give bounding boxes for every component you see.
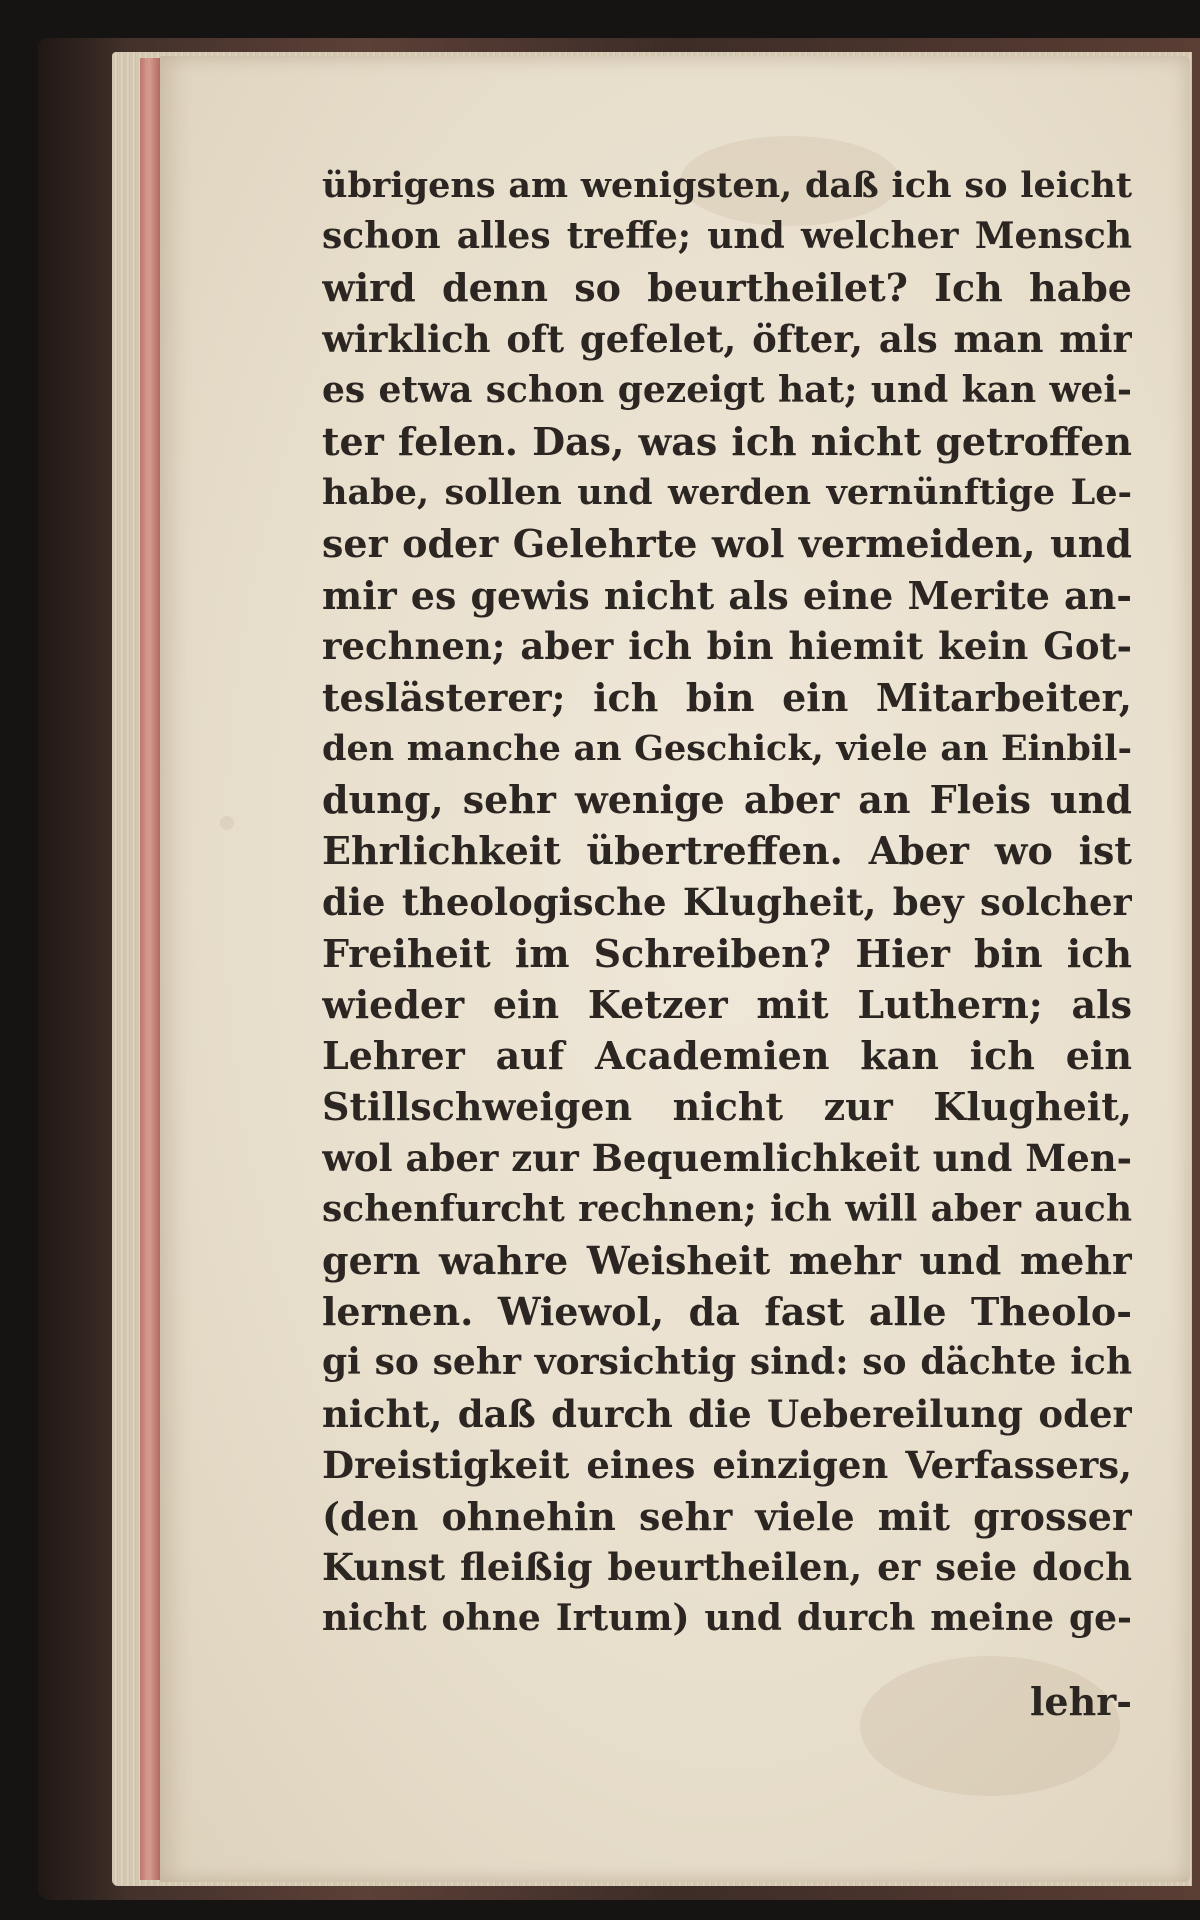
text-line: habe, sollen und werden vernünftige Le- [322,472,1132,514]
text-line: gern wahre Weisheit mehr und mehr [322,1237,1132,1283]
text-line: (den ohnehin sehr viele mit grosser [322,1493,1132,1539]
text-line: den manche an Geschick, viele an Einbil- [322,728,1132,770]
text-line: ser oder Gelehrte wol vermeiden, und [322,521,1132,567]
text-line: wird denn so beurtheilet? Ich habe [322,265,1132,311]
text-line: Kunst fleißig beurtheilen, er seie doch [322,1545,1132,1590]
text-line: übrigens am wenigsten, daß ich so leicht [322,165,1132,206]
text-line: nicht, daß durch die Uebereilung oder [322,1391,1132,1436]
text-line: dung, sehr wenige aber an Fleis und [322,777,1132,823]
text-line: Freiheit im Schreiben? Hier bin ich [322,930,1132,976]
text-line: nicht ohne Irtum) und durch meine ge- [322,1597,1132,1640]
text-line: schon alles treffe; und welcher Mensch [322,215,1132,258]
foxing-spot [220,816,234,830]
text-line: teslästerer; ich bin ein Mitarbeiter, [322,674,1132,720]
text-line: Dreistigkeit eines einzigen Verfassers, [322,1442,1132,1487]
catchword: lehr- [1029,1679,1132,1724]
text-line: lernen. Wiewol, da fast alle Theolo- [322,1289,1132,1335]
text-line: wol aber zur Bequemlichkeit und Men- [322,1135,1132,1180]
text-line: schenfurcht rechnen; ich will aber auch [322,1187,1132,1230]
text-line: gi so sehr vorsichtig sind: so dächte ich [322,1341,1132,1384]
text-line: rechnen; aber ich bin hiemit kein Got- [322,623,1132,668]
text-line: Stillschweigen nicht zur Klugheit, [322,1084,1132,1130]
red-page-edge [140,58,160,1880]
foxing-spot [860,1656,1120,1796]
text-line: Lehrer auf Academien kan ich ein [322,1033,1132,1079]
text-line: Ehrlichkeit übertreffen. Aber wo ist [322,828,1132,874]
text-line: wirklich oft gefelet, öfter, als man mir [322,316,1132,361]
text-line: mir es gewis nicht als eine Merite an- [322,572,1132,618]
text-line: wieder ein Ketzer mit Luthern; als [322,982,1132,1027]
text-line: die theologische Klugheit, bey solcher [322,879,1132,924]
text-line: es etwa schon gezeigt hat; und kan wei- [322,368,1132,411]
page-text [322,160,1132,1644]
text-line: ter felen. Das, was ich nicht getroffen [322,418,1132,464]
